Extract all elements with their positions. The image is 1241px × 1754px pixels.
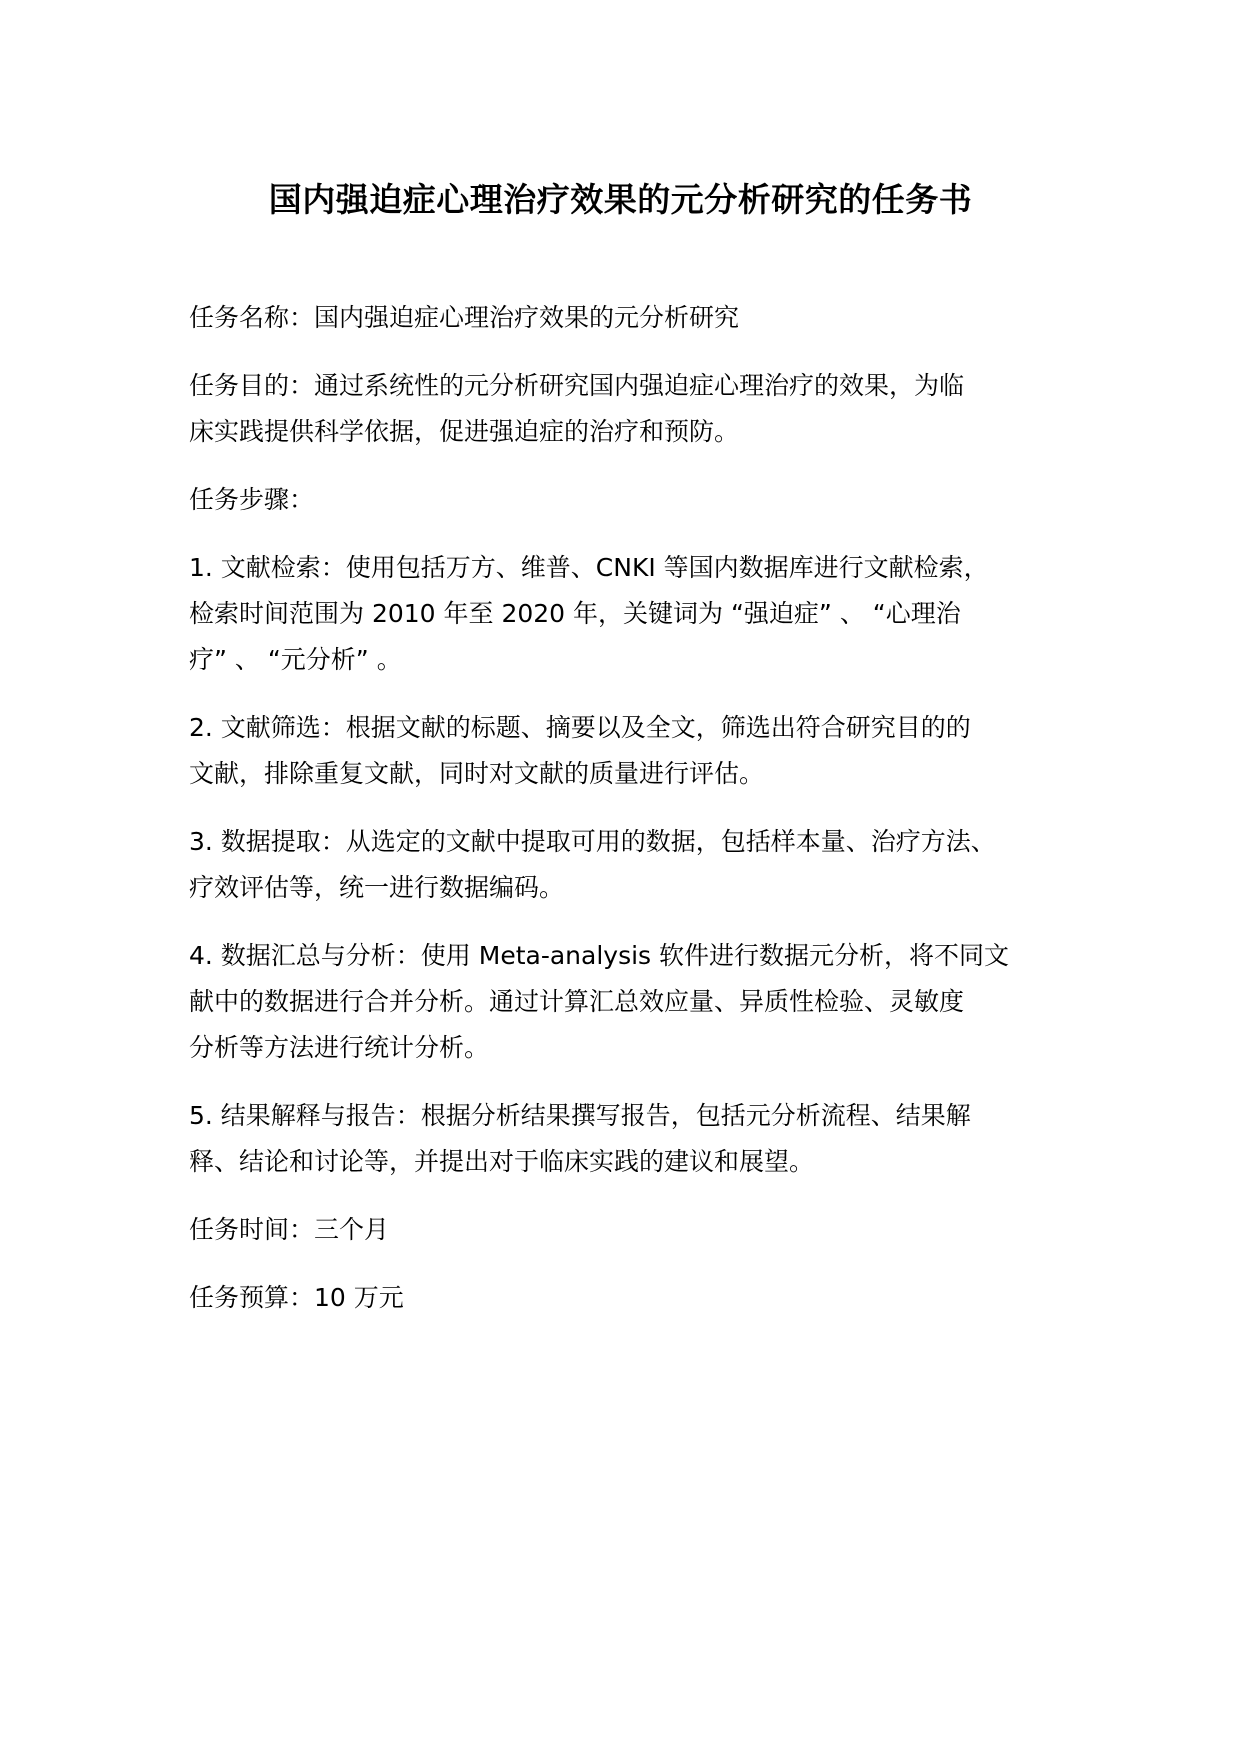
paragraph-step-3: 3. 数据提取：从选定的文献中提取可用的数据，包括样本量、治疗方法、 疗效评估等，统一进行数据编码。 — [189, 827, 996, 902]
paragraph-step-4: 4. 数据汇总与分析：使用 Meta-analysis 软件进行数据元分析，将不同文 献中的数据进行合并分析。通过计算汇总效应量、异质性检验、灵敏度 分析等方法进行统计分析。 — [189, 941, 1010, 1062]
paragraph-task-steps-heading: 任务步骤： — [189, 485, 315, 514]
paragraph-task-name: 任务名称：国内强迫症心理治疗效果的元分析研究 — [189, 303, 740, 332]
paragraph-step-5: 5. 结果解释与报告：根据分析结果撰写报告，包括元分析流程、结果解 释、结论和讨论等，并提出对于临床实践的建议和展望。 — [189, 1101, 971, 1176]
document-body — [189, 295, 1089, 1343]
paragraph-task-time: 任务时间：三个月 — [189, 1215, 390, 1244]
paragraph-task-purpose: 任务目的：通过系统性的元分析研究国内强迫症心理治疗的效果，为临 床实践提供科学依据，促进强迫症的治疗和预防。 — [189, 371, 965, 446]
paragraph-step-1: 1. 文献检索：使用包括万方、维普、CNKI 等国内数据库进行文献检索， 检索时间范围为 2010 年至 2020 年，关键词为 “强迫症” 、 “心理治 疗” 、 “元分析” 。 — [189, 553, 989, 674]
document-title: 国内强迫症心理治疗效果的元分析研究的任务书 — [268, 180, 973, 219]
paragraph-step-2: 2. 文献筛选：根据文献的标题、摘要以及全文，筛选出符合研究目的的 文献，排除重复文献，同时对文献的质量进行评估。 — [189, 713, 971, 788]
paragraph-task-budget: 任务预算：10 万元 — [189, 1283, 404, 1312]
